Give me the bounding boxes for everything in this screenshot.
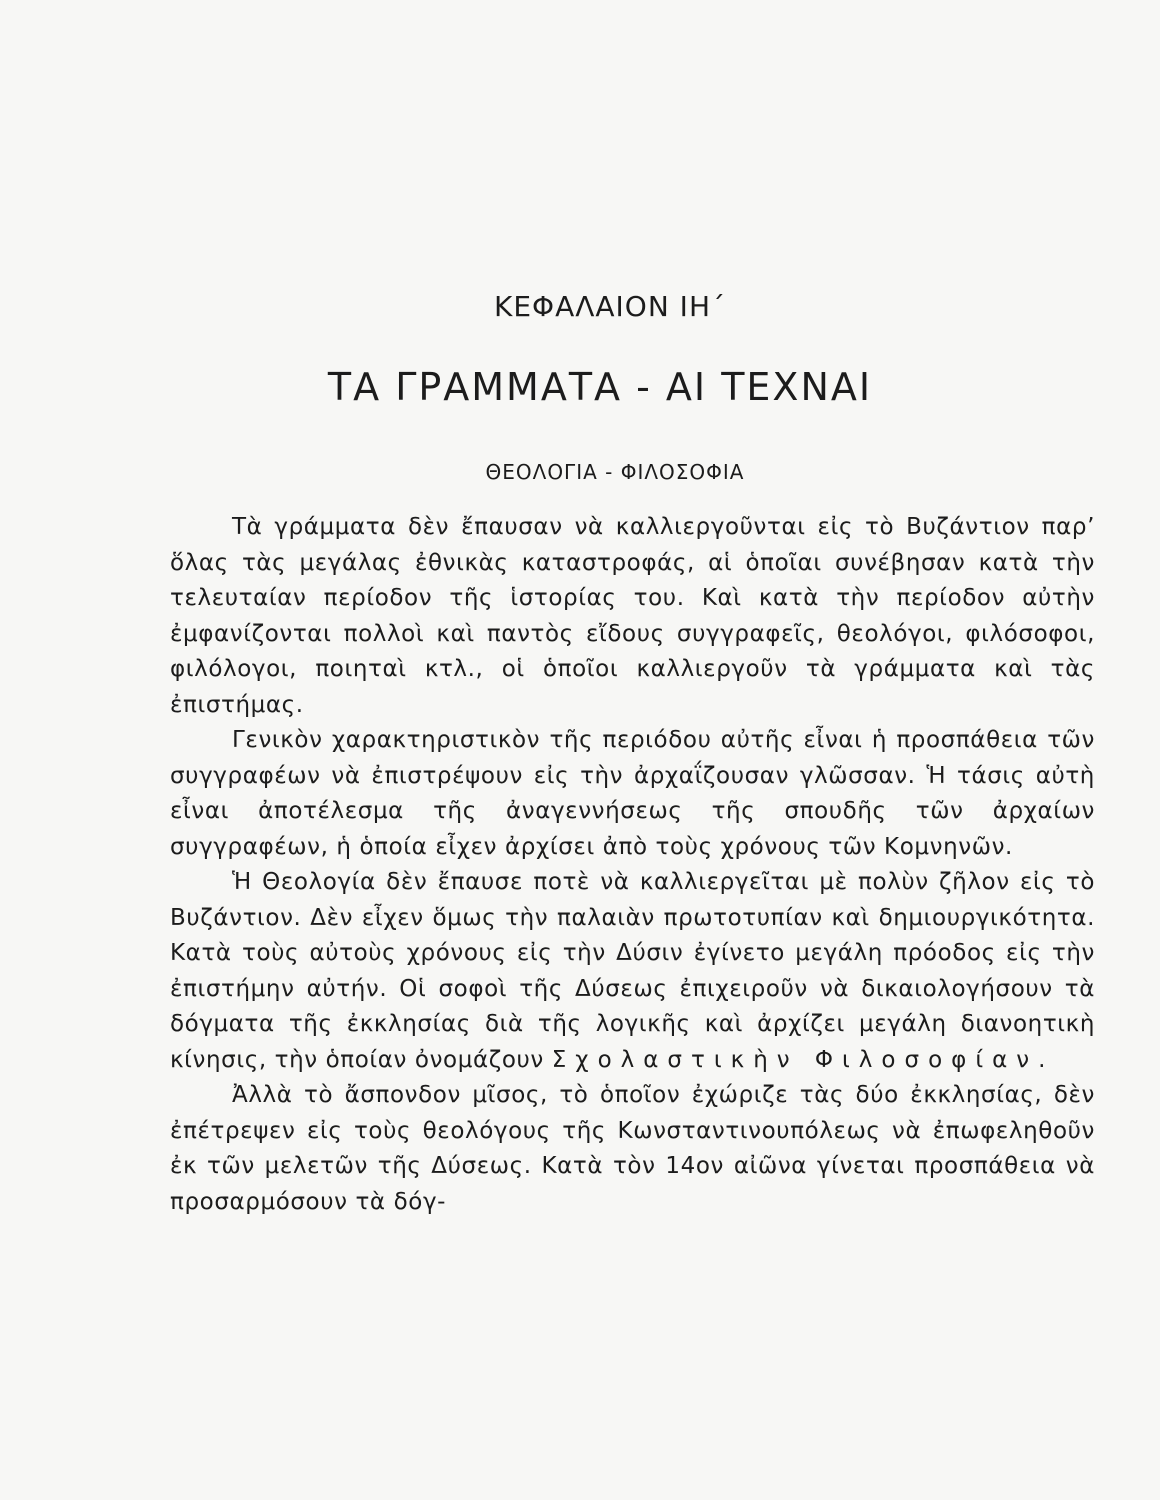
chapter-title: ΤΑ ΓΡΑΜΜΑΤΑ - ΑΙ ΤΕΧΝΑΙ (327, 365, 873, 409)
emphasized-term: Σχολαστικὴν Φιλοσοφίαν (551, 1046, 1039, 1073)
paragraph-3 (170, 865, 1095, 1078)
paragraph-2: Γενικὸν χαρακτηριστικὸν τῆς περιόδου αὐτῆς εἶναι ἡ προσπάθεια τῶν συγγραφέων νὰ ἐπιστρέψουν εἰς τὴν ἀρχαΐζουσαν γλῶσσαν. Ἡ τάσις αὐτὴ εἶναι ἀποτέλεσμα τῆς ἀναγεννήσεως τῆς σπουδῆς τῶν ἀρχαίων συγγραφέων, ἡ ὁποία εἶχεν ἀρχίσει ἀπὸ τοὺς χρόνους τῶν Κομνηνῶν. (170, 727, 1095, 860)
chapter-label: ΚΕΦΑΛΑΙΟΝ ΙΗ΄ (493, 290, 726, 323)
body-text (170, 510, 1095, 1220)
paragraph-4: Ἀλλὰ τὸ ἄσπονδον μῖσος, τὸ ὁποῖον ἐχώριζε τὰς δύο ἐκκλησίας, δὲν ἐπέτρεψεν εἰς τοὺς θεολόγους τῆς Κωνσταντινουπόλεως νὰ ἐπωφεληθοῦν ἐκ τῶν μελετῶν τῆς Δύσεως. Κατὰ τὸν 14ον αἰῶνα γίνεται προσπάθεια νὰ προσαρμόσουν τὰ δόγ- (170, 1082, 1095, 1215)
paragraph-3-text: Ἡ Θεολογία δὲν ἔπαυσε ποτὲ νὰ καλλιεργεῖται μὲ πολὺν ζῆλον εἰς τὸ Βυζάντιον. Δὲν εἶχεν ὅμως τὴν παλαιὰν πρωτοτυπίαν καὶ δημιουργικότητα. Κατὰ τοὺς αὐτοὺς χρόνους εἰς τὴν Δύσιν ἐγίνετο μεγάλη πρόοδος εἰς τὴν ἐπιστήμην αὐτήν. Οἱ σοφοὶ τῆς Δύσεως ἐπιχειροῦν νὰ δικαιολογήσουν τὰ δόγματα τῆς ἐκκλησίας διὰ τῆς λογικῆς καὶ ἀρχίζει μεγάλη διανοητικὴ κίνησις, τὴν ὁποίαν ὀνομάζουν (170, 869, 1095, 1073)
paragraph-3-end: . (1038, 1046, 1047, 1073)
section-title: ΘΕΟΛΟΓΙΑ - ΦΙΛΟΣΟΦΙΑ (485, 460, 745, 484)
paragraph-1: Τὰ γράμματα δὲν ἔπαυσαν νὰ καλλιεργοῦνται εἰς τὸ Βυζάντιον παρ’ ὅλας τὰς μεγάλας ἐθνικὰς καταστροφάς, αἱ ὁποῖαι συνέβησαν κατὰ τὴν τελευταίαν περίοδον τῆς ἱστορίας του. Καὶ κατὰ τὴν περίοδον αὐτὴν ἐμφανίζονται πολλοὶ καὶ παντὸς εἴδους συγγραφεῖς, θεολόγοι, φιλόσοφοι, φιλόλογοι, ποιηταὶ κτλ., οἱ ὁποῖοι καλλιεργοῦν τὰ γράμματα καὶ τὰς ἐπιστήμας. (170, 514, 1095, 718)
